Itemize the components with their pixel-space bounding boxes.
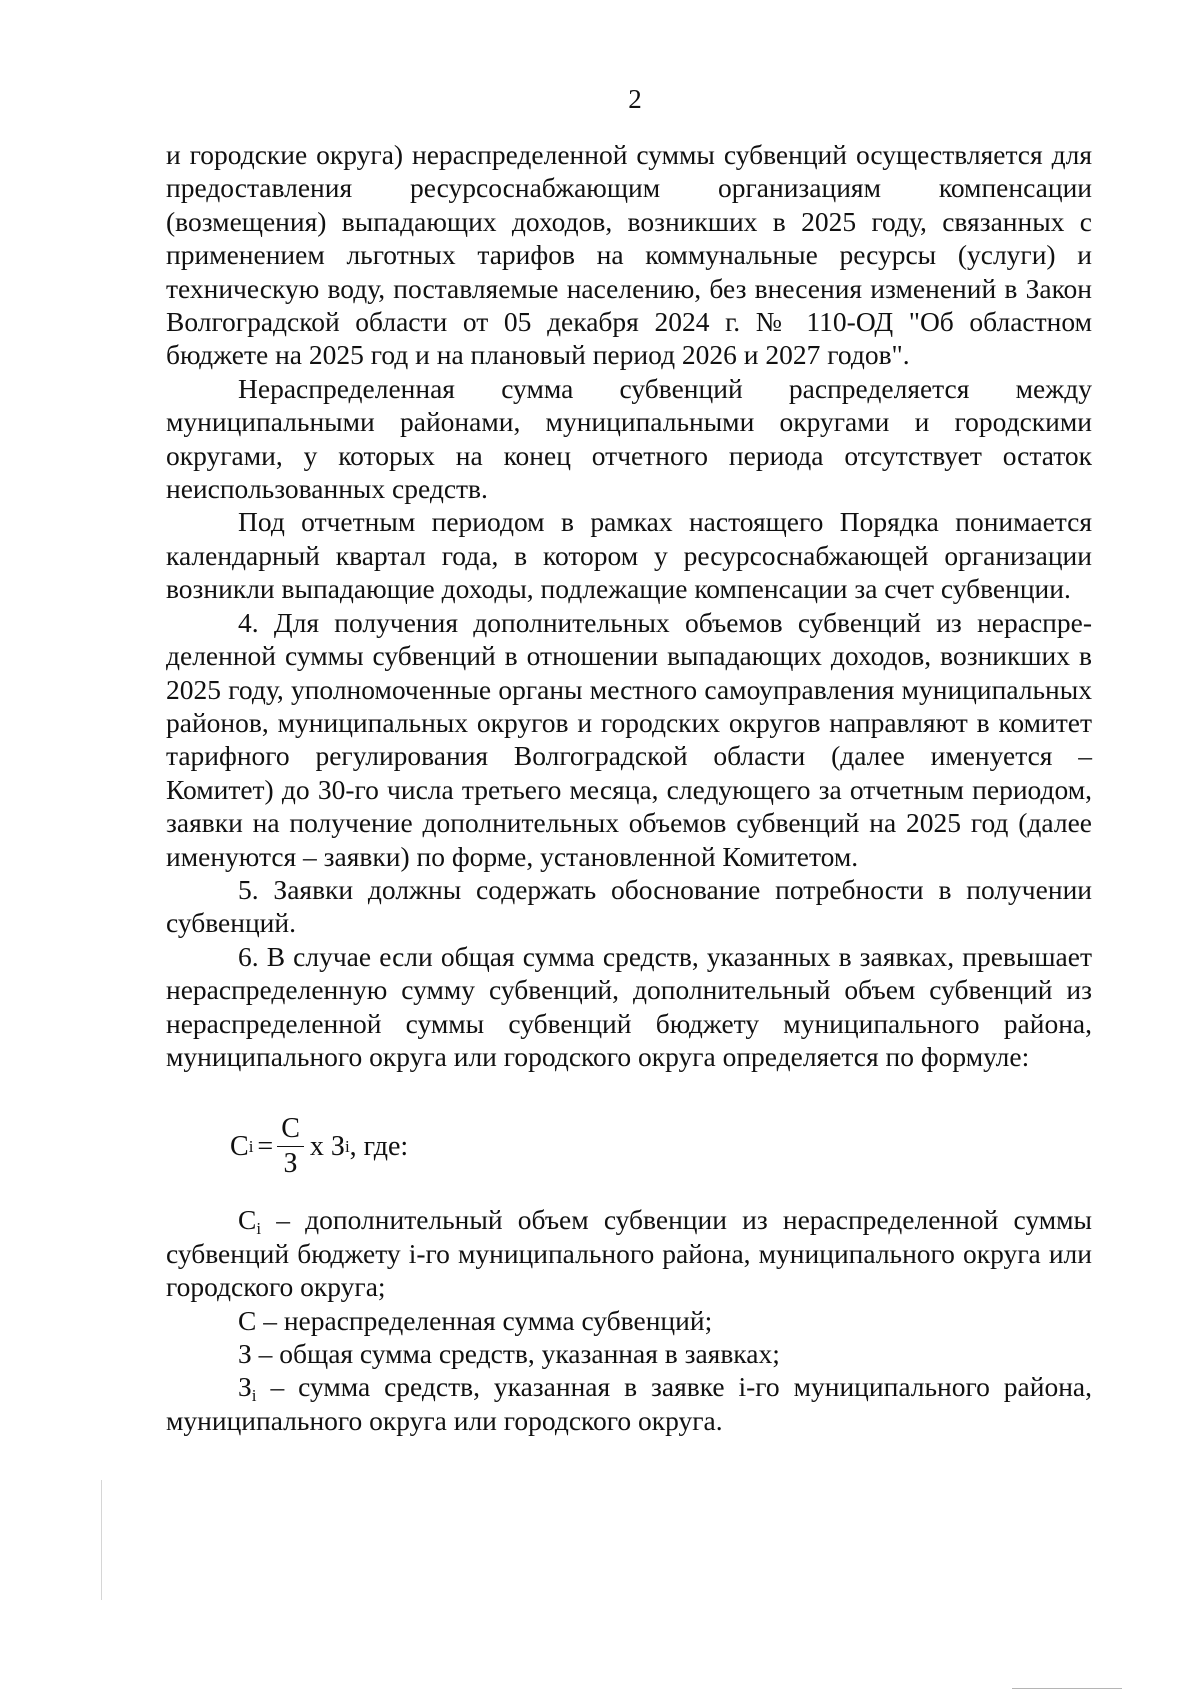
formula-equals: =	[257, 1131, 274, 1163]
formula: С i = $\frac{С}{З}$ х З i , где:	[230, 1113, 409, 1180]
definition-symbol: С	[238, 1304, 257, 1336]
formula-lhs: С	[230, 1131, 249, 1163]
formula-fraction	[277, 1115, 304, 1178]
scan-edge-mark	[101, 1480, 102, 1600]
definition-subscript: i	[256, 1219, 262, 1239]
definition-subscript: i	[251, 1386, 257, 1406]
page-number: 2	[628, 84, 642, 114]
definition-text: – дополнительный объем субвенции из нераспределенной суммы субвенций бюджету i-го муниципального района, муниципального округа или городского округа;	[166, 1204, 1092, 1303]
definition-zi	[166, 1370, 1092, 1437]
formula-tail: , где:	[349, 1131, 409, 1163]
formula-definitions	[166, 1203, 1092, 1437]
definition-ci	[166, 1203, 1092, 1303]
paragraph-distribution: Нераспределенная сумма субвенций распределяется между муниципальными районами, муниципальными округами и городскими округами, у которых на конец отчетного периода отсутствует остаток неиспользованных средств.	[166, 372, 1092, 505]
formula-numerator: С	[277, 1115, 304, 1147]
definition-symbol: З	[238, 1371, 252, 1403]
scan-edge-line	[1012, 1688, 1122, 1689]
definition-symbol: С	[238, 1204, 257, 1236]
definition-c	[166, 1304, 1092, 1337]
formula-block	[166, 1075, 1092, 1203]
definition-text: – сумма средств, указанная в заявке i-го муниципального района, муниципального округа или городского округа.	[166, 1371, 1092, 1436]
document-body	[166, 138, 1092, 1437]
paragraph-continuation: и городские округа) нераспределенной суммы субвенций осуществляется для предоставления ресурсоснабжающим организациям компенсации (возмещения) выпадающих доходов, возникших в 2025 году, связанных с применением льготных тарифов на коммунальные ресурсы (услуги) и техническую воду, поставляемые населению, без внесения изменений в Закон Волгоградской области от 05 декабря 2024 г. № 110-ОД "Об областном бюджете на 2025 год и на плановый период 2026 и 2027 годов".	[166, 139, 1092, 371]
paragraph-reporting-period: Под отчетным периодом в рамках настоящего Порядка понимается календарный квартал года, в котором у ресурсоснабжающей организации возникли выпадающие доходы, подлежащие компенсации за счет субвенции.	[166, 506, 1092, 605]
definition-z	[166, 1337, 1092, 1370]
paragraph-item-6: 6. В случае если общая сумма средств, указанных в заявках, превышает нераспределенную сумму субвенций, дополнительный объем субвенций из нераспределенной суммы субвенций бюджету муниципального района, муниципального округа или городского округа определяется по формуле:	[166, 940, 1092, 1072]
definition-text: – общая сумма средств, указанная в заявках;	[251, 1338, 780, 1369]
definition-symbol: З	[238, 1338, 252, 1369]
definition-text: – нераспределенная сумма субвенций;	[256, 1304, 713, 1336]
formula-times: х З	[309, 1131, 345, 1163]
paragraph-item-4: 4. Для получения дополнительных объемов субвенций из нераспределенной суммы субвенций в отношении выпадающих доходов, возникших в 2025 году, уполномоченные органы местного самоуправления муниципальных районов, муниципальных округов и городских округов направляют в комитет тарифного регулирования Волгоградской области (далее именуется – Комитет) до 30-го числа третьего месяца, следующего за отчетным периодом, заявки на получение дополнительных объемов субвенций на 2025 год (далее именуются – заявки) по форме, установленной Комитетом.	[166, 606, 1092, 872]
paragraph-item-5: 5. Заявки должны содержать обоснование потребности в получении субвенций.	[166, 873, 1092, 939]
formula-denominator: З	[283, 1148, 298, 1180]
